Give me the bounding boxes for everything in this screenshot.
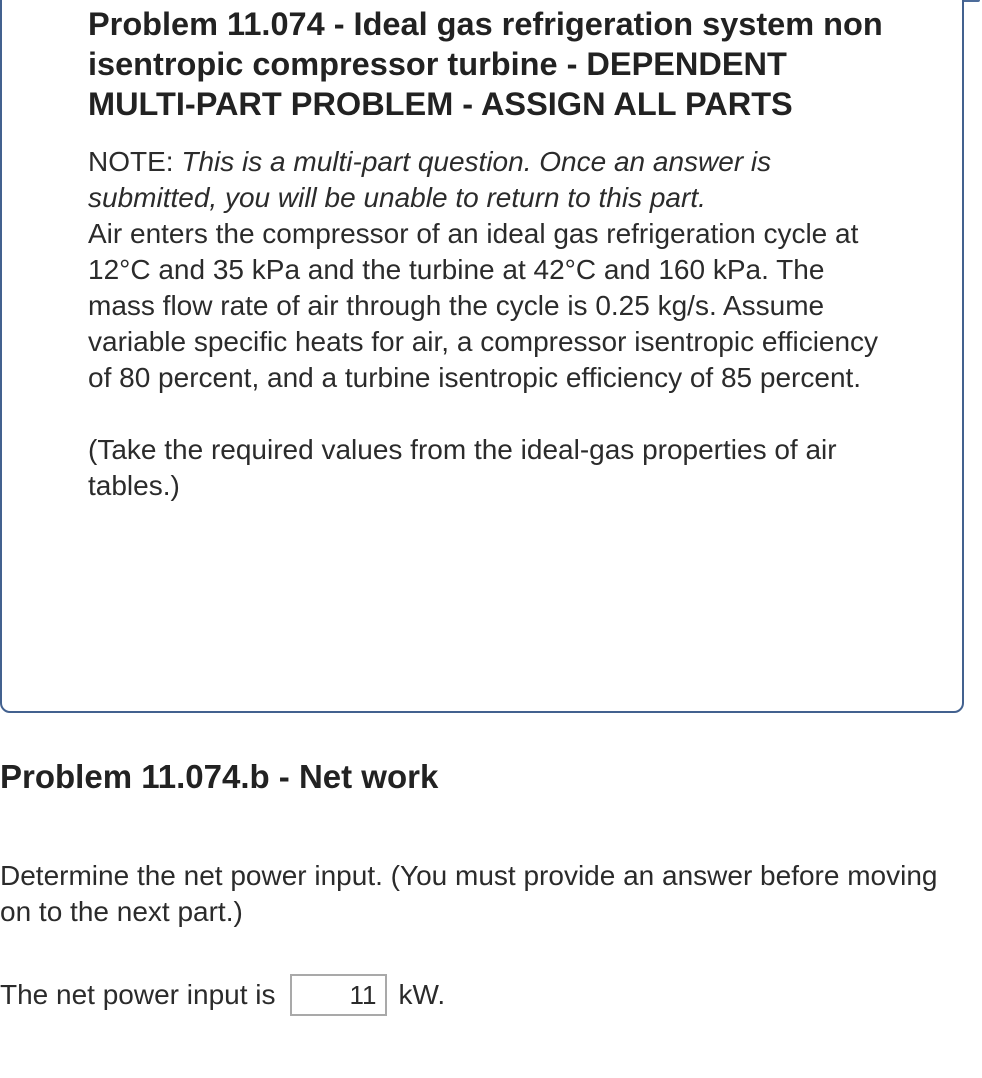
problem-title: Problem 11.074 - Ideal gas refrigeration system non isentropic compressor turbine - DEPENDENT MULTI-PART PROBLEM - ASSIGN ALL PARTS (88, 6, 883, 122)
note-text: This is a multi-part question. Once an answer is submitted, you will be unable to return to this part. (88, 146, 772, 213)
answer-row (0, 972, 445, 1018)
tables-note: (Take the required values from the ideal-gas properties of air tables.) (88, 434, 837, 501)
answer-unit-label: kW. (398, 979, 446, 1010)
part-title: Problem 11.074.b - Net work (0, 758, 439, 795)
net-power-input-field[interactable] (290, 974, 387, 1016)
paragraph-spacer (88, 396, 888, 432)
question-text: Determine the net power input. (You must provide an answer before moving on to the next part.) (0, 860, 938, 927)
problem-statement: Air enters the compressor of an ideal gas refrigeration cycle at 12°C and 35 kPa and the turbine at 42°C and 160 kPa. The mass flow rate of air through the cycle is 0.25 kg/s. Assume variable specific heats for air, a compressor isentropic efficiency of 80 percent, and a turbine isentropic efficiency of 85 percent. (88, 218, 879, 393)
problem-description (88, 144, 888, 504)
note-label: NOTE: (88, 146, 182, 177)
answer-prefix-label: The net power input is (0, 979, 276, 1010)
problem-intro-content (88, 4, 888, 504)
